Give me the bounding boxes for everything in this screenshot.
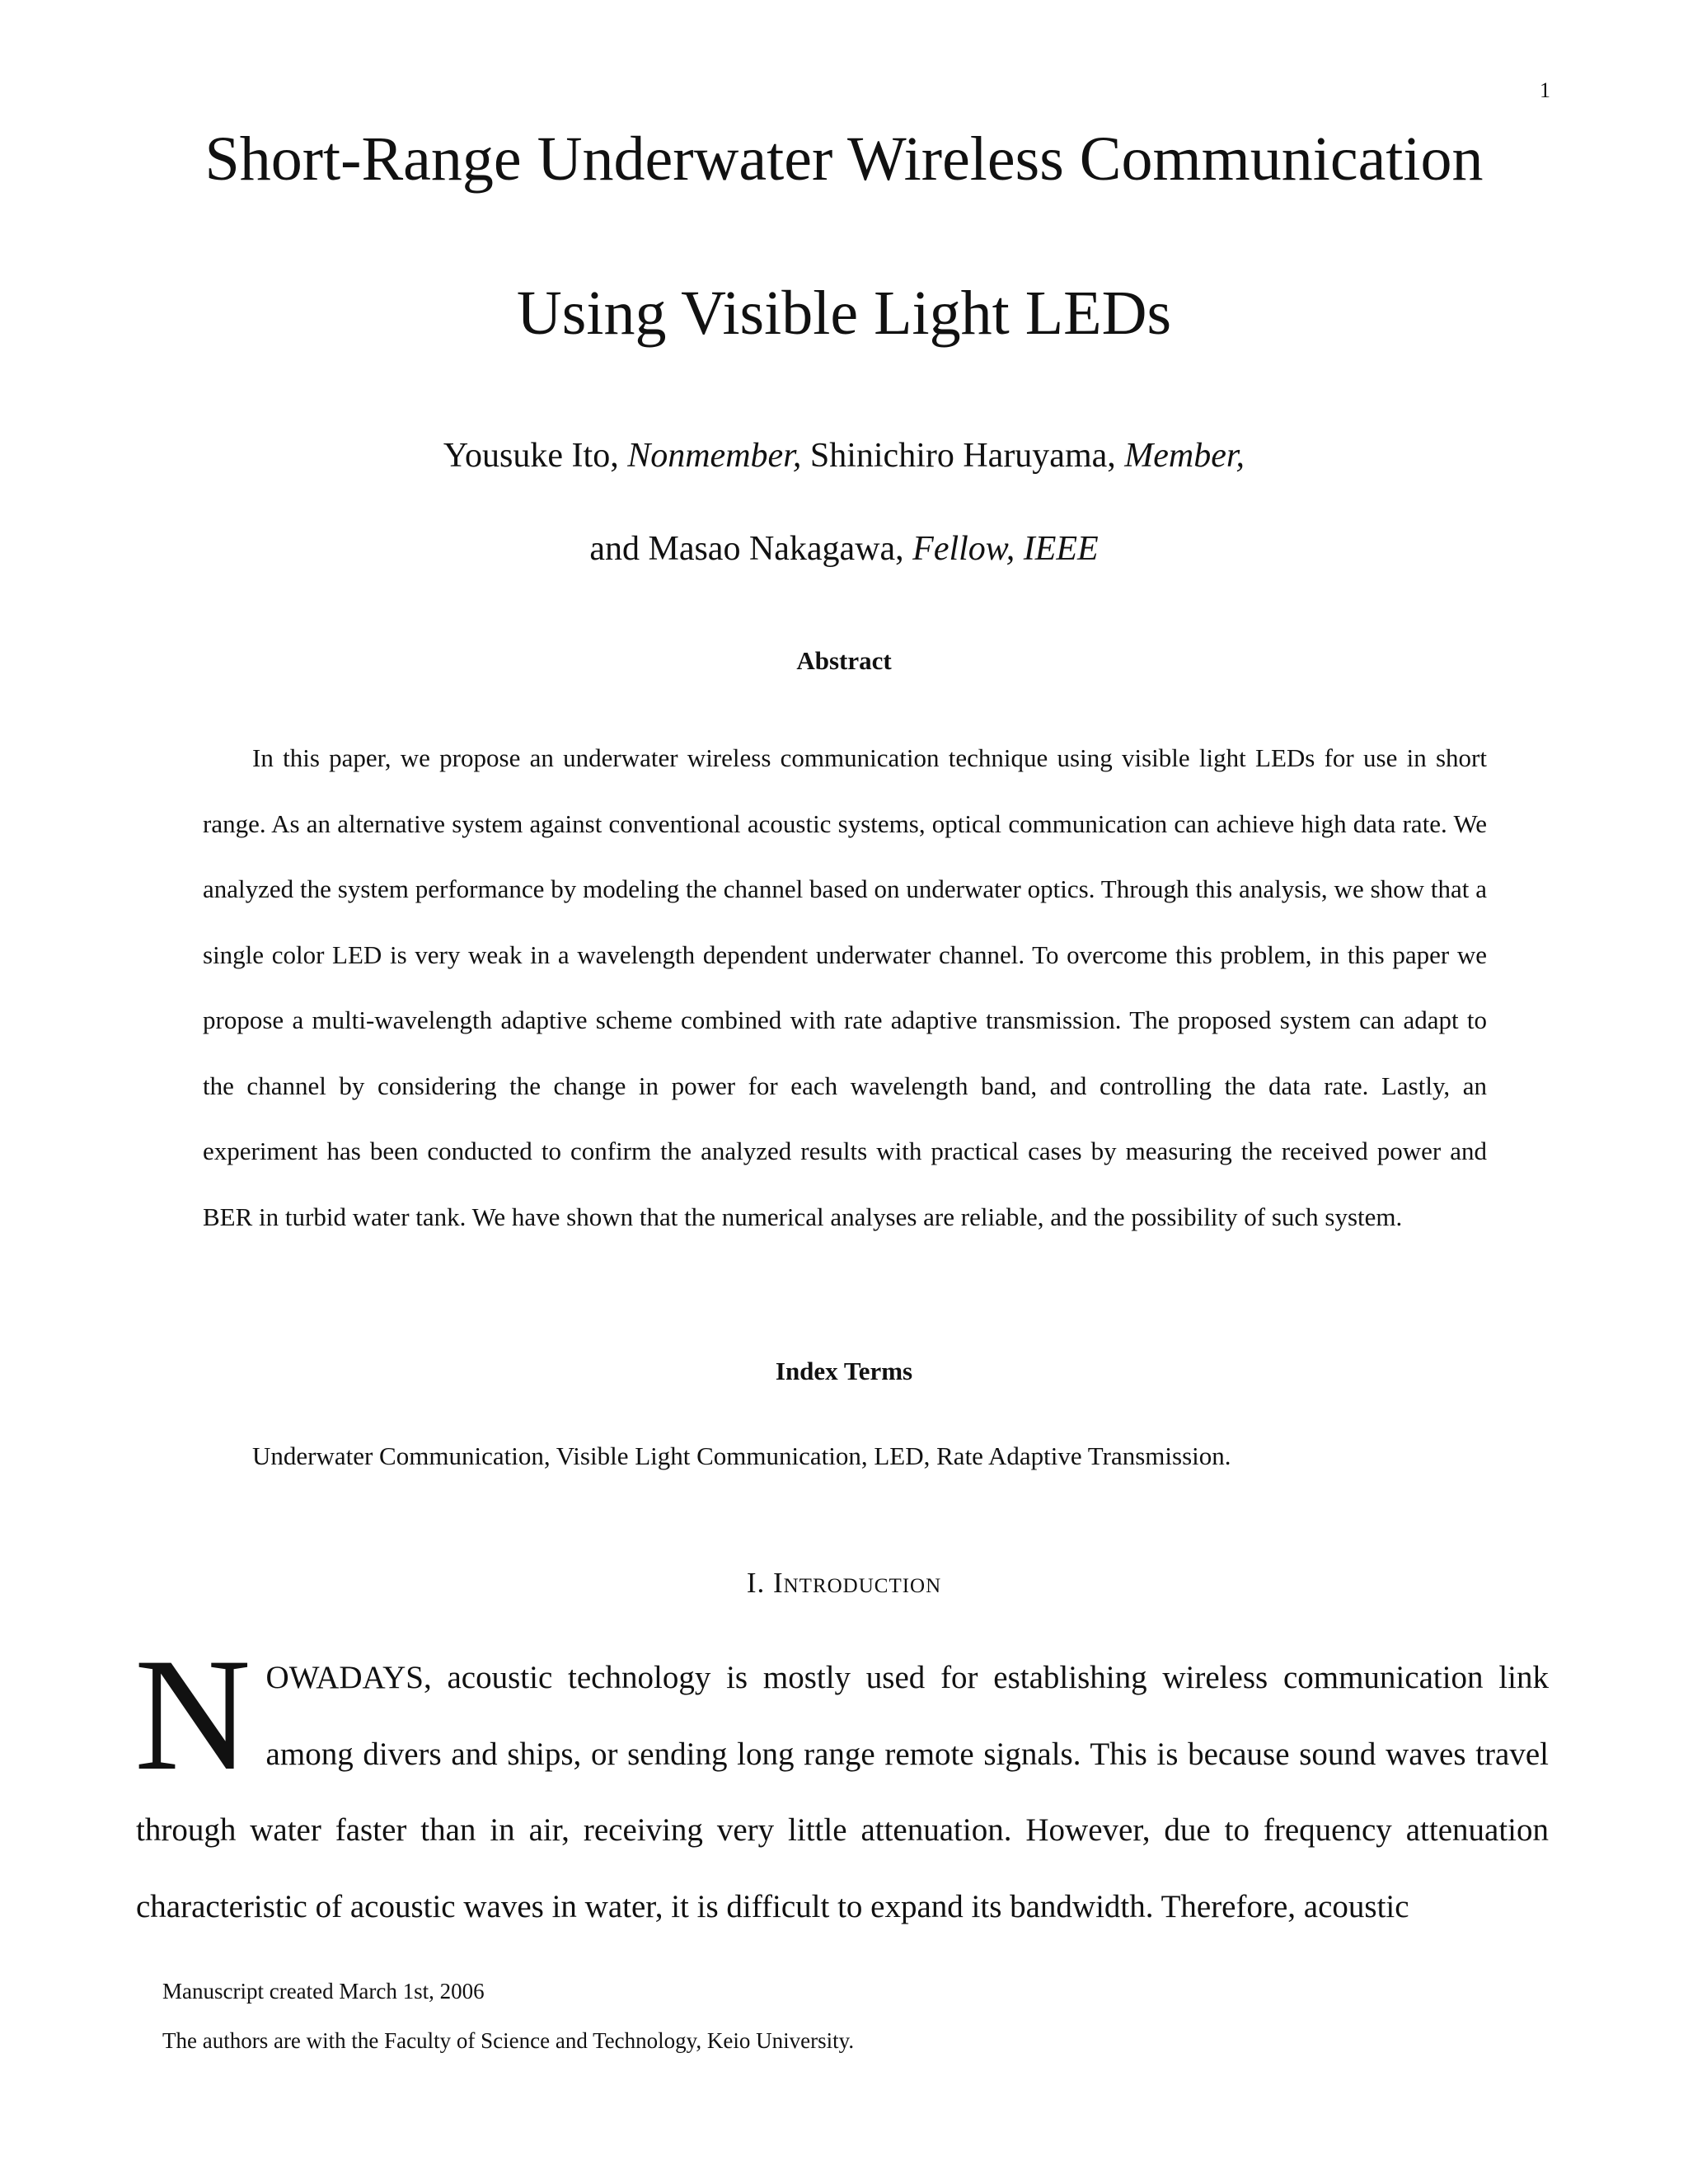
paper-title-line-1: Short-Range Underwater Wireless Communication — [204, 124, 1484, 194]
author-2-name: Shinichiro Haruyama, — [801, 437, 1125, 475]
author-2-membership: Member, — [1124, 437, 1245, 475]
author-3-name: and Masao Nakagawa, — [589, 530, 913, 568]
authors-line-1 — [0, 438, 1688, 473]
introduction-paragraph — [134, 1625, 1549, 1945]
author-1-membership: Nonmember, — [627, 437, 802, 475]
introduction-text: OWADAYS, acoustic technology is mostly used for establishing wireless communication link among divers and ships, or sending long range remote signals. This is because sound waves travel through water faster than in air, receiving very little attenuation. However, due to frequency attenuation characteristic of acoustic waves in water, it is difficult to expand its bandwidth. Therefore, acoustic — [136, 1660, 1549, 1924]
section-heading — [0, 1568, 1688, 1597]
section-title: Introduction — [772, 1567, 942, 1599]
section-number: I. — [746, 1567, 773, 1599]
footnote-manuscript-date: Manuscript created March 1st, 2006 — [162, 1979, 485, 2004]
author-3-membership: Fellow, IEEE — [912, 530, 1099, 568]
footnote-affiliation: The authors are with the Faculty of Science and Technology, Keio University. — [162, 2028, 855, 2053]
drop-cap: N — [134, 1625, 251, 1804]
abstract-body: In this paper, we propose an underwater wireless communication technique using visible light LEDs for use in short range. As an alternative system against conventional acoustic systems, optical communication can achieve high data rate. We analyzed the system performance by modeling the channel based on underwater optics. Through this analysis, we show that a single color LED is very weak in a wavelength dependent underwater channel. To overcome this problem, in this paper we propose a multi-wavelength adaptive scheme combined with rate adaptive transmission. The proposed system can adapt to the channel by considering the change in power for each wavelength band, and controlling the data rate. Lastly, an experiment has been conducted to confirm the analyzed results with practical cases by measuring the received power and BER in turbid water tank. We have shown that the numerical analyses are reliable, and the possibility of such system. — [203, 743, 1487, 1231]
index-terms-heading: Index Terms — [775, 1357, 913, 1385]
abstract-heading: Abstract — [796, 646, 892, 675]
index-terms-text: Underwater Communication, Visible Light Communication, LED, Rate Adaptive Transmission. — [252, 1441, 1231, 1470]
author-1-name: Yousuke Ito, — [443, 437, 628, 475]
paper-title-line-2: Using Visible Light LEDs — [516, 279, 1172, 348]
page-number: 1 — [1540, 78, 1550, 102]
authors-line-2 — [0, 532, 1688, 566]
